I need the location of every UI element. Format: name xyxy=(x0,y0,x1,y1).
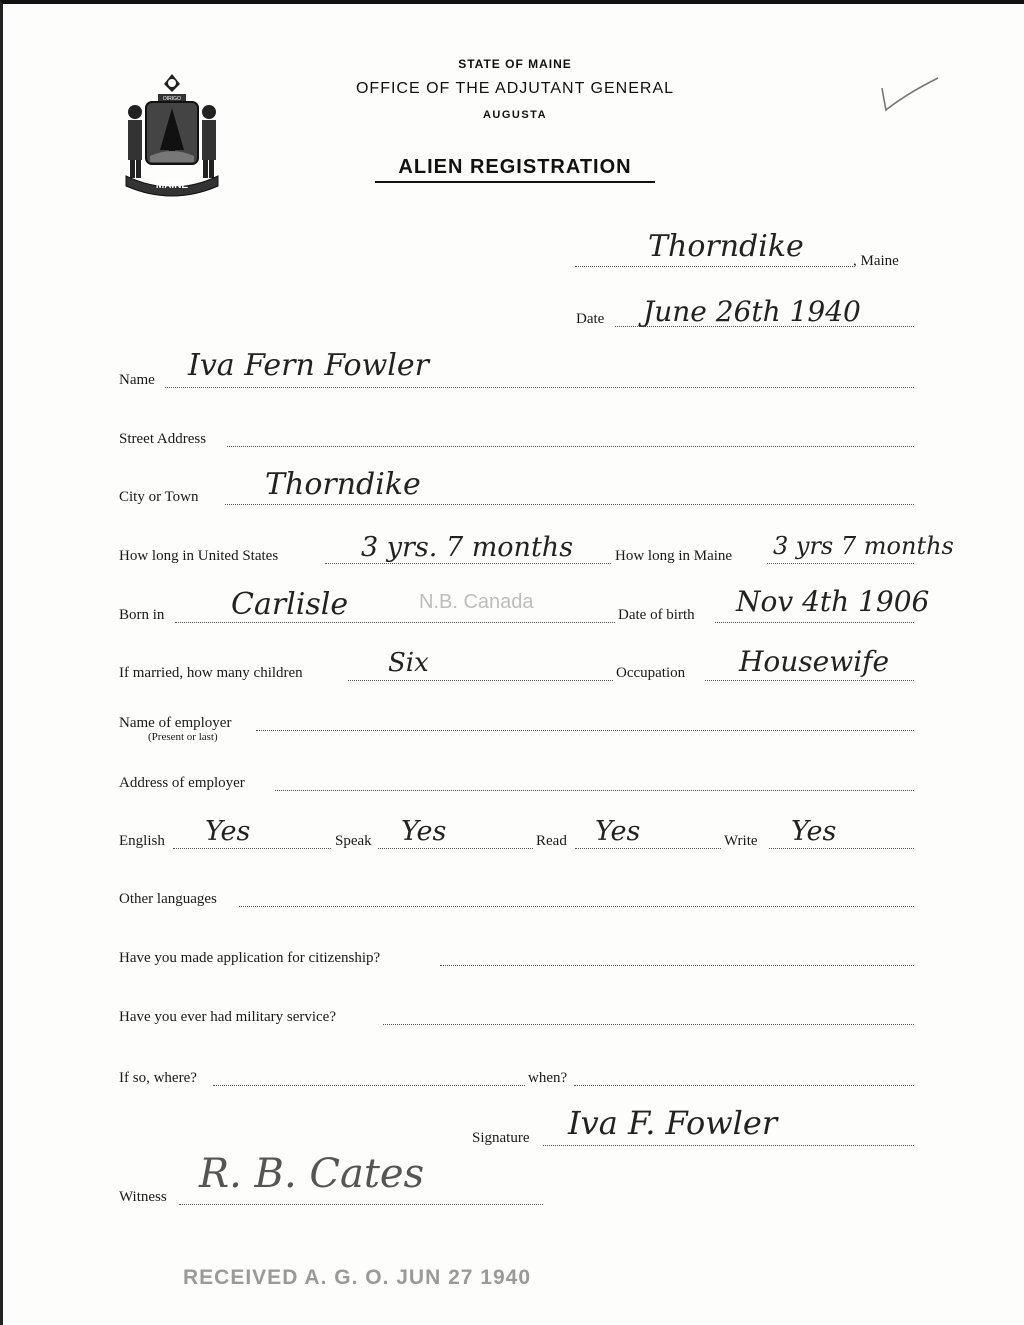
witness-value[interactable]: R. B. Cates xyxy=(199,1151,425,1197)
employer-line xyxy=(256,730,914,731)
city-town-label: City or Town xyxy=(119,489,199,505)
occupation-line xyxy=(705,680,914,681)
place-line xyxy=(575,266,853,267)
how-long-us-line xyxy=(325,563,611,564)
signature-line xyxy=(543,1145,914,1146)
name-value[interactable]: Iva Fern Fowler xyxy=(188,348,429,383)
children-label: If married, how many children xyxy=(119,665,303,681)
born-in-value[interactable]: Carlisle xyxy=(231,587,349,622)
seal-maine-label: MAINE xyxy=(155,180,189,191)
english-value[interactable]: Yes xyxy=(205,816,251,847)
military-label: Have you ever had military service? xyxy=(119,1009,336,1025)
header-state: STATE OF MAINE xyxy=(458,57,572,71)
name-label: Name xyxy=(119,372,155,388)
read-line xyxy=(575,848,721,849)
speak-value[interactable]: Yes xyxy=(401,816,447,847)
when-line xyxy=(574,1085,914,1086)
header-city: AUGUSTA xyxy=(482,109,548,121)
witness-line xyxy=(179,1204,543,1205)
date-value[interactable]: June 26th 1940 xyxy=(643,295,861,328)
city-town-line xyxy=(225,504,914,505)
speak-line xyxy=(378,848,533,849)
if-so-where-label: If so, where? xyxy=(119,1070,197,1086)
header-office: OFFICE OF THE ADJUTANT GENERAL xyxy=(355,80,675,97)
children-line xyxy=(348,680,613,681)
children-value[interactable]: Six xyxy=(388,648,429,678)
date-of-birth-line xyxy=(715,622,914,623)
military-line xyxy=(383,1024,914,1025)
occupation-label: Occupation xyxy=(616,665,686,681)
employer-address-line xyxy=(275,790,914,791)
english-line xyxy=(173,848,331,849)
born-in-note: N.B. Canada xyxy=(419,591,534,613)
how-long-us-value[interactable]: 3 yrs. 7 months xyxy=(361,532,574,563)
employer-address-label: Address of employer xyxy=(119,775,245,791)
write-line xyxy=(769,848,914,849)
form-title: ALIEN REGISTRATION xyxy=(398,156,632,178)
write-value[interactable]: Yes xyxy=(791,816,837,847)
place-value[interactable]: Thorndike xyxy=(648,229,804,264)
when-label: when? xyxy=(528,1070,568,1086)
check-mark-icon xyxy=(876,74,942,116)
city-town-value[interactable]: Thorndike xyxy=(265,467,421,502)
received-stamp: RECEIVED A. G. O. JUN 27 1940 xyxy=(183,1266,532,1289)
read-value[interactable]: Yes xyxy=(595,816,641,847)
how-long-maine-label: How long in Maine xyxy=(615,548,733,564)
seal-motto-label: DIRIGO xyxy=(163,96,181,102)
date-label: Date xyxy=(576,311,605,327)
citizenship-label: Have you made application for citizenship? xyxy=(119,950,381,966)
other-languages-line xyxy=(239,906,914,907)
street-address-label: Street Address xyxy=(119,431,207,447)
date-of-birth-label: Date of birth xyxy=(618,607,695,623)
occupation-value[interactable]: Housewife xyxy=(739,645,890,678)
if-so-where-line xyxy=(213,1085,525,1086)
speak-label: Speak xyxy=(335,833,372,849)
english-label: English xyxy=(119,833,165,849)
citizenship-line xyxy=(440,965,914,966)
date-of-birth-value[interactable]: Nov 4th 1906 xyxy=(736,585,930,618)
employer-sublabel: (Present or last) xyxy=(148,731,218,743)
born-in-line xyxy=(175,622,615,623)
place-suffix: , Maine xyxy=(853,253,899,269)
witness-label: Witness xyxy=(119,1189,167,1205)
how-long-maine-line xyxy=(767,563,914,564)
read-label: Read xyxy=(536,833,567,849)
signature-value[interactable]: Iva F. Fowler xyxy=(568,1104,778,1142)
how-long-us-label: How long in United States xyxy=(119,548,279,564)
signature-label: Signature xyxy=(472,1130,530,1146)
street-address-line xyxy=(227,446,914,447)
title-underline xyxy=(375,181,655,183)
born-in-label: Born in xyxy=(119,607,165,623)
write-label: Write xyxy=(724,833,758,849)
how-long-maine-value[interactable]: 3 yrs 7 months xyxy=(773,532,954,560)
employer-label: Name of employer xyxy=(119,715,232,731)
name-line xyxy=(165,387,914,388)
other-languages-label: Other languages xyxy=(119,891,217,907)
